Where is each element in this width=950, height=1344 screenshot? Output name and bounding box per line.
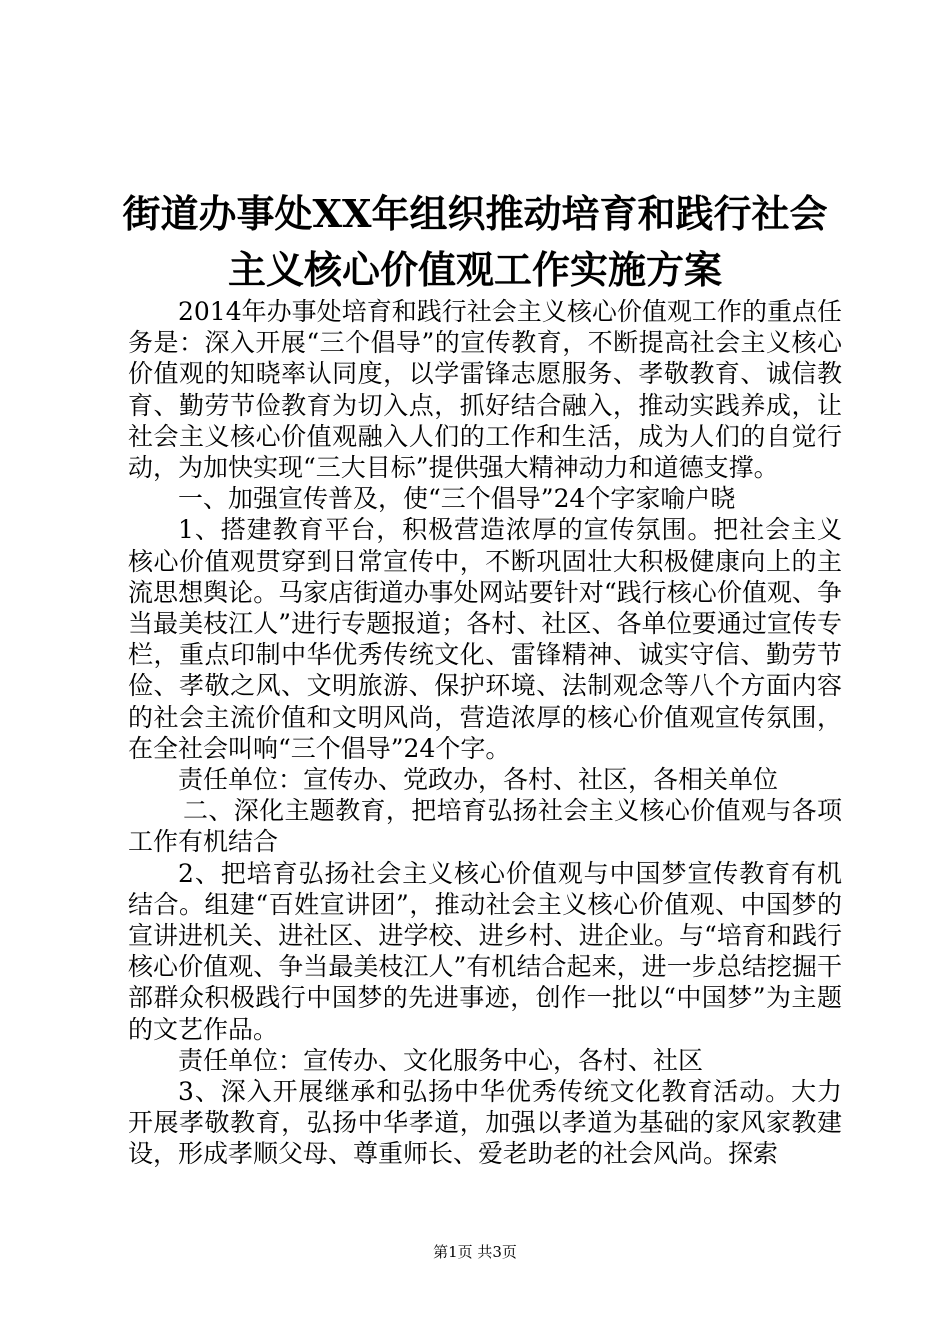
responsible-units-1: 责任单位：宣传办、党政办，各村、社区，各相关单位: [178, 765, 779, 795]
document-title: 街道办事处XX年组织推动培育和践行社会主义核心价值观工作实施方案: [122, 191, 828, 292]
document-body: [128, 296, 842, 1170]
section-heading-2: 二、深化主题教育，把培育弘扬社会主义核心价值观与各项工作有机结合: [128, 796, 842, 857]
page-footer: 第1页 共3页: [433, 1243, 517, 1261]
paragraph-item-3: 3、深入开展继承和弘扬中华优秀传统文化教育活动。大力开展孝敬教育，弘扬中华孝道，加强以孝道为基础的家风家教建设，形成孝顺父母、尊重师长、爱老助老的社会风尚。探索: [128, 1077, 842, 1169]
responsible-units-2: 责任单位：宣传办、文化服务中心，各村、社区: [178, 1045, 704, 1075]
section-heading-1: 一、加强宣传普及，使“三个倡导”24个字家喻户晓: [178, 484, 736, 514]
paragraph-intro: 2014年办事处培育和践行社会主义核心价值观工作的重点任务是：深入开展“三个倡导”的宣传教育，不断提高社会主义核心价值观的知晓率认同度，以学雷锋志愿服务、孝敬教育、诚信教育、勤劳节俭教育为切入点，抓好结合融入，推动实践养成，让社会主义核心价值观融入人们的工作和生活，成为人们的自觉行动，为加快实现“三大目标”提供强大精神动力和道德支撑。: [128, 297, 842, 483]
paragraph-item-2: 2、把培育弘扬社会主义核心价值观与中国梦宣传教育有机结合。组建“百姓宣讲团”，推动社会主义核心价值观、中国梦的宣讲进机关、进社区、进学校、进乡村、进企业。与“培育和践行核心价值观、争当最美枝江人”有机结合起来，进一步总结挖掘干部群众积极践行中国梦的先进事迹，创作一批以“中国梦”为主题的文艺作品。: [128, 858, 842, 1044]
paragraph-item-1: 1、搭建教育平台，积极营造浓厚的宣传氛围。把社会主义核心价值观贯穿到日常宣传中，不断巩固壮大积极健康向上的主流思想舆论。马家店街道办事处网站要针对“践行核心价值观、争当最美枝江人”进行专题报道；各村、社区、各单位要通过宣传专栏，重点印制中华优秀传统文化、雷锋精神、诚实守信、勤劳节俭、孝敬之风、文明旅游、保护环境、法制观念等八个方面内容的社会主流价值和文明风尚，营造浓厚的核心价值观宣传氛围，在全社会叫响“三个倡导”24个字。: [128, 515, 842, 763]
